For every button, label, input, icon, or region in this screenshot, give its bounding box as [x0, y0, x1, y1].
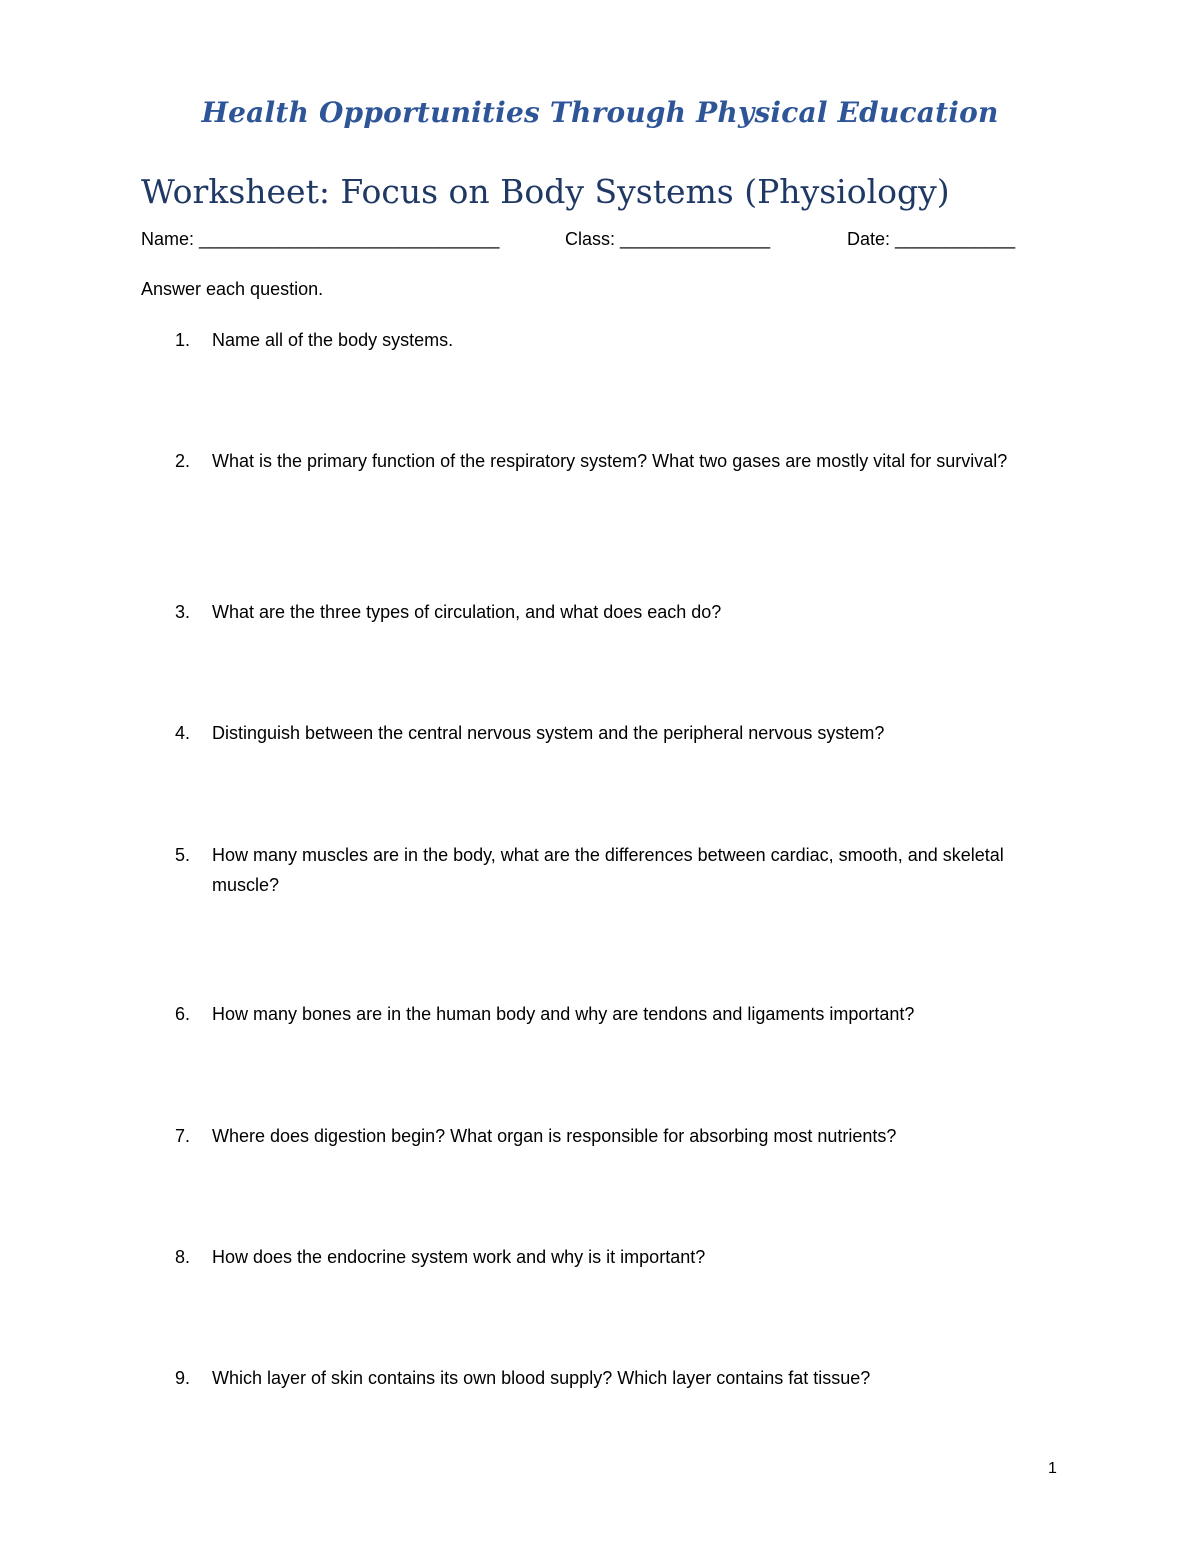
question-text: How does the endocrine system work and why is it important? — [212, 1247, 706, 1267]
question-item — [175, 1363, 1035, 1393]
question-item — [175, 999, 1035, 1029]
question-item — [175, 325, 1035, 355]
question-text: How many bones are in the human body and why are tendons and ligaments important? — [212, 1004, 915, 1024]
question-number: 1. — [175, 330, 191, 350]
instruction-text: Answer each question. — [141, 279, 324, 299]
question-number: 8. — [175, 1247, 191, 1267]
worksheet-title: Worksheet: Focus on Body Systems (Physiology) — [141, 172, 950, 211]
date-field: Date: ____________ — [847, 229, 1016, 249]
question-text: What is the primary function of the respiratory system? What two gases are mostly vital for survival? — [212, 451, 1008, 471]
question-text: What are the three types of circulation, and what does each do? — [212, 602, 722, 622]
question-number: 4. — [175, 723, 191, 743]
question-number: 2. — [175, 451, 191, 471]
question-number: 6. — [175, 1004, 191, 1024]
class-field: Class: _______________ — [565, 229, 771, 249]
question-item — [175, 597, 1035, 627]
question-text: Distinguish between the central nervous system and the peripheral nervous system? — [212, 723, 885, 743]
question-number: 5. — [175, 845, 191, 865]
question-text: Name all of the body systems. — [212, 330, 454, 350]
question-item — [175, 1121, 1035, 1151]
question-item — [175, 840, 1035, 900]
question-number: 3. — [175, 602, 191, 622]
page-number: 1 — [1048, 1460, 1057, 1477]
question-text: Which layer of skin contains its own blood supply? Which layer contains fat tissue? — [212, 1368, 871, 1388]
question-text: How many muscles are in the body, what are the differences between cardiac, smooth, and skeletal muscle? — [212, 845, 1004, 895]
question-item — [175, 1242, 1035, 1272]
question-number: 7. — [175, 1126, 191, 1146]
page-header: Health Opportunities Through Physical Education — [201, 96, 999, 129]
name-field: Name: ______________________________ — [141, 229, 500, 249]
question-item — [175, 446, 1035, 476]
question-number: 9. — [175, 1368, 191, 1388]
question-text: Where does digestion begin? What organ is responsible for absorbing most nutrients? — [212, 1126, 897, 1146]
question-item — [175, 718, 1035, 748]
